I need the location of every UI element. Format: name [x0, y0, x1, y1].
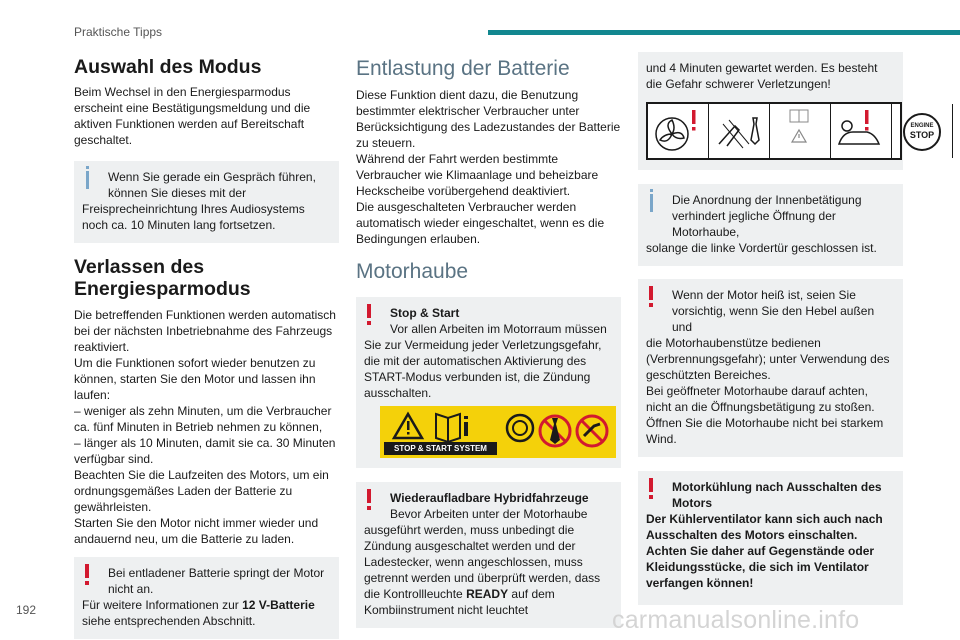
fan-icon — [648, 104, 708, 158]
warning-box-hybrid-vehicles — [356, 482, 621, 628]
info-box-phone-call — [74, 161, 339, 243]
warning-icon — [367, 304, 371, 318]
warning-title: Wiederaufladbare Hybridfahrzeuge — [390, 491, 589, 505]
belt-icon — [507, 415, 533, 441]
hybrid-warning-continuation — [638, 52, 935, 170]
label-cell-manual — [770, 104, 831, 158]
warning-icon — [367, 489, 371, 503]
watermark: carmanualsonline.info — [612, 606, 860, 634]
warning-box-first-line: Motorkühlung nach Ausschalten des Motors — [672, 480, 882, 510]
warning-box-engine-cooling — [638, 471, 903, 605]
warning-icon — [85, 564, 89, 578]
hand-tie-icon — [709, 104, 769, 158]
header-section-title: Praktische Tipps — [74, 25, 163, 39]
label-cell-fan — [648, 104, 709, 158]
label-cell-electric — [953, 104, 960, 158]
label-cell-hand — [709, 104, 770, 158]
warning-box-first-line: Wenn der Motor heiß ist, seien Sie vorsichtig, wenn Sie den Hebel außen und — [672, 288, 875, 334]
label-cell-engine-stop — [892, 104, 953, 158]
heading-auswahl-des-modus: Auswahl des Modus — [74, 56, 262, 78]
warning-box-text: die Motorhaubenstütze bedienen (Verbrennungsgefahr); unter Verwendung des geschützten Bereiches. Bei geöffneter Motorhaube darauf achten, nicht an die Öffnungsbetätigung zu stoßen. Öffnen Sie die Motorhaube nicht bei starkem Wind. — [646, 336, 890, 446]
paragraph-mode-selection: Beim Wechsel in den Energiesparmodus erscheint eine Bestätigungsmeldung und die aktiven Funktionen werden auf Bereitschaft geschaltet. — [74, 85, 311, 147]
warning-box-first-line: Vor allen Arbeiten im Motorraum müssen — [390, 322, 607, 336]
warning-box-first-line: Bevor Arbeiten unter der Motorhaube — [390, 507, 588, 521]
warning-text-part: Für weitere Informationen zur — [82, 598, 243, 612]
warning-box-text — [364, 522, 611, 618]
page-number: 192 — [16, 603, 37, 617]
info-box-text: Freisprecheinrichtung Ihres Audiosystems noch ca. 10 Minuten lang fortsetzen. — [82, 202, 305, 232]
label-cell-burn — [831, 104, 892, 158]
column-right — [638, 52, 935, 605]
paragraph-exit-energy-saving: Die betreffenden Funktionen werden automatisch bei der nächsten Inbetriebnahme des Fahrzeugs reaktiviert. Um die Funktionen sofort wieder benutzen zu können, starten Sie den Motor und lassen ihn laufen: – weniger als zehn Minuten, um die Verbraucher ca. fünf Minuten in Betrieb nehmen zu können, – länger als 10 Minuten, damit sie ca. 30 Minuten verfügbar sind. Beachten Sie die Laufzeiten des Motors, um ein ordnungsgemäßes Laden der Batterie zu gewährleisten. Starten Sie den Motor nicht immer wieder und andauernd neu, um die Batterie zu laden. — [74, 308, 336, 546]
hybrid-warning-label — [646, 102, 935, 160]
warning-box-text — [82, 597, 329, 629]
stop-start-system-label: STOP & START SYSTEM — [384, 442, 497, 455]
link-12v-battery[interactable]: 12 V-Batterie — [242, 598, 315, 612]
stop-start-warning-label — [380, 406, 616, 458]
heading-motorhaube: Motorhaube — [356, 260, 469, 283]
warning-box-hot-engine — [638, 279, 903, 457]
engine-label-bottom: STOP — [909, 130, 935, 140]
continuation-text: und 4 Minuten gewartet werden. Es besteht die Gefahr schwerer Verletzungen! — [646, 61, 878, 91]
warning-text-part: ausgeführt werden, muss unbedingt die Zündung ausgeschaltet werden und der Ladestecker, wenn angeschlossen, muss getrennt werden und überprüft werden, dass die Kontrollleuchte — [364, 523, 601, 601]
warning-text-part: auf dem Kombiinstrument nicht leuchtet — [364, 587, 555, 617]
info-box-inner-release — [638, 184, 903, 266]
warning-text-part: siehe entsprechenden Abschnitt. — [82, 614, 256, 628]
info-icon — [86, 171, 89, 189]
hot-engine-icon — [831, 104, 891, 158]
info-box-text: solange die linke Vordertür geschlossen ist. — [646, 241, 877, 255]
column-left — [74, 52, 339, 639]
warning-box-discharged-battery — [74, 557, 339, 639]
warning-box-first-line: Bei entladener Batterie springt der Motor nicht an. — [108, 566, 325, 596]
warning-icon — [649, 478, 653, 492]
warning-title: Stop & Start — [390, 306, 460, 320]
engine-label-top: ENGINE — [910, 123, 934, 129]
warning-box-text: Sie zur Vermeidung jeder Verletzungsgefahr, die mit der automatischen Aktivierung des START-Modus verbunden ist, die Zündung ausschalten. — [364, 338, 602, 400]
info-box-first-line: Die Anordnung der Innenbetätigung verhindert jegliche Öffnung der Motorhaube, — [672, 193, 862, 239]
heading-entlastung-der-batterie: Entlastung der Batterie — [356, 57, 570, 80]
warning-icon — [649, 286, 653, 300]
column-middle — [356, 52, 621, 628]
paragraph-battery-relief: Diese Funktion dient dazu, die Benutzung bestimmter elektrischer Verbraucher unter Berücksichtigung des Ladezustandes der Batterie zu steuern. Während der Fahrt werden bestimmte Verbraucher wie Klimaanlage und beheizbare Heckscheibe vorübergehend deaktiviert. Die ausgeschalteten Verbraucher werden automatisch wieder eingeschaltet, wenn es die Bedingungen erlauben. — [356, 88, 621, 246]
warning-box-text: Der Kühlerventilator kann sich auch nach Ausschalten des Motors einschalten. Achten Sie daher auf Gegenstände oder Kleidungsstücke, die sich im Ventilator verfangen können! — [646, 512, 883, 590]
header-accent-bar — [488, 30, 960, 35]
high-voltage-car-icon — [953, 104, 960, 158]
manual-warning-icon — [770, 104, 830, 158]
heading-verlassen-des-energiesparmodus: Verlassen des Energiesparmodus — [74, 256, 251, 300]
info-box-first-line: Wenn Sie gerade ein Gespräch führen, können Sie dieses mit der — [108, 170, 316, 200]
ready-indicator-label: READY — [466, 587, 509, 601]
warning-box-stop-start — [356, 297, 621, 468]
info-icon — [650, 194, 653, 212]
